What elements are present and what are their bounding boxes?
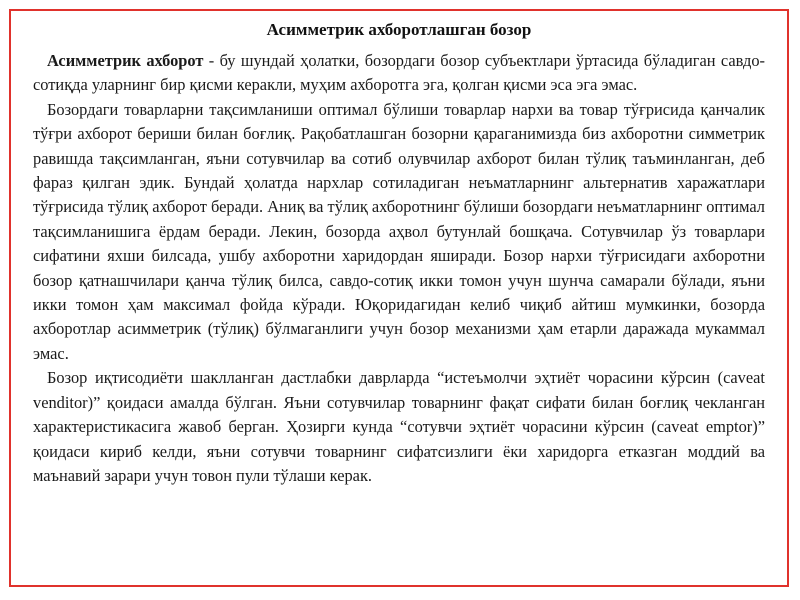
paragraph-3-text: Бозор иқтисодиёти шаклланган дастлабки даврларда “истеъмолчи эҳтиёт чорасини кўрсин (caveat venditor)” қоидаси амалда бўлган. Яъни сотувчилар товарнинг фақат сифати билан боғлиқ чекланган характеристикасига жавоб берган. Ҳозирги кунда “сотувчи эҳтиёт чорасини кўрсин (caveat emptor)” қоидаси кириб келди, яъни сотувчи товарнинг сифатсизлиги ёки харидорга етказган моддий ва маънавий зарари учун товон пули тўлаши керак. [33,368,765,485]
paragraph-1-text: - бу шундай ҳолатки, бозордаги бозор субъектлари ўртасида бўладиган савдо-сотиқда уларнинг бир қисми керакли, муҳим ахборотга эга, қолган қисми эса эга эмас. [33,51,765,95]
paragraph-2 [33,98,765,366]
document-frame [9,9,789,587]
paragraph-1-lead: Асимметрик ахборот [47,51,204,70]
document-title: Асимметрик ахборотлашган бозор [266,20,532,39]
paragraph-3 [33,366,765,488]
paragraph-1 [33,49,765,98]
paragraph-2-text: Бозордаги товарларни тақсимланиши оптимал бўлиши товарлар нархи ва товар тўғрисида қанчалик тўғри ахборот бериши билан боғлиқ. Рақобатлашган бозорни қараганимизда биз ахборотни симметрик равишда тақсимланган, яъни сотувчилар ва сотиб олувчилар ахборот билан тўлиқ таъминланган, деб фараз қилган эдик. Бундай ҳолатда нархлар сотиладиган неъматларнинг альтернатив харажатлари тўғрисида тўлиқ ахборот беради. Аниқ ва тўлиқ ахборотнинг бўлиши бозордаги неъматларнинг оптимал тақсимланишига ёрдам беради. Лекин, бозорда аҳвол бутунлай бошқача. Сотувчилар ўз товарлари сифатини яхши билсада, ушбу ахборотни харидордан яширади. Бозор нархи тўғрисидаги ахборотни бозор қатнашчилари қанча тўлиқ билса, савдо-сотиқ икки томон учун шунча самарали бўлади, яъни икки томон ҳам максимал фойда кўради. Юқоридагидан келиб чиқиб айтиш мумкинки, бозорда ахборотлар асимметрик (тўлиқ) бўлмаганлиги учун бозор механизми ҳам етарли даражада мукаммал эмас. [33,99,765,363]
